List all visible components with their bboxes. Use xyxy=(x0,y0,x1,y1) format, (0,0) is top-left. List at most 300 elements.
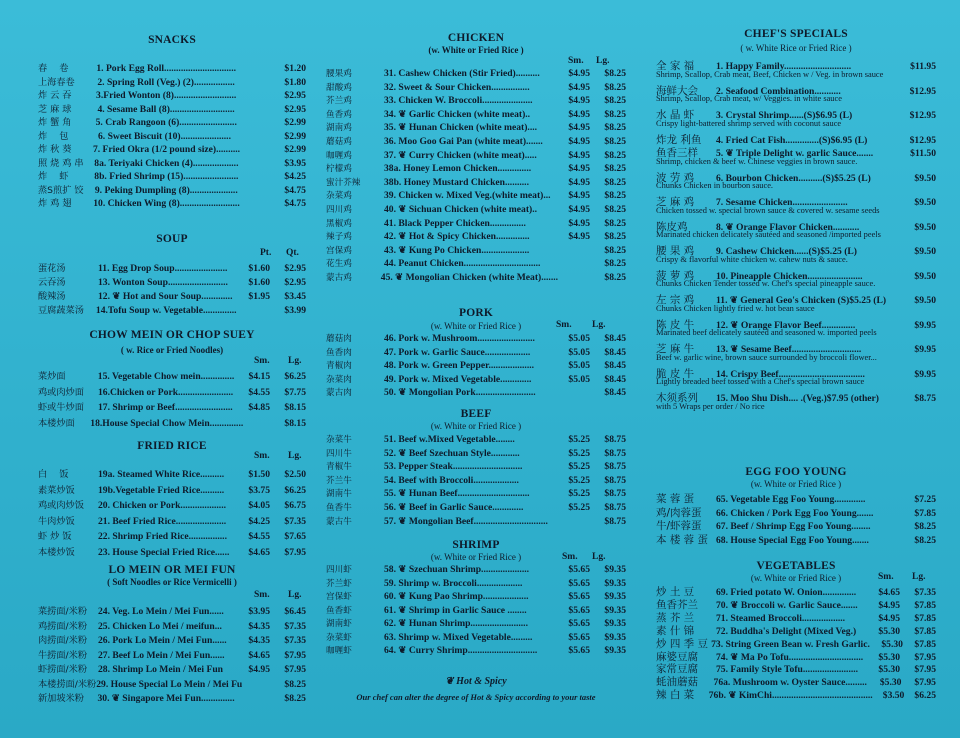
item-chinese-name: 菜炒面 xyxy=(38,371,66,382)
menu-item-row xyxy=(326,501,626,515)
menu-item-row xyxy=(38,632,306,646)
menu-item-row xyxy=(38,114,306,128)
section-title-chow-mein: CHOW MEIN OR CHOP SUEY xyxy=(89,329,255,341)
item-description: Chunks Chicken lightly fried w. hot bean sauce xyxy=(656,303,815,313)
item-chinese-name: 本楼捞面/米粉 xyxy=(38,678,97,690)
item-name: 36. Moo Goo Gai Pan (white meat)....... xyxy=(384,136,543,147)
item-price: $12.95 xyxy=(909,85,936,97)
lg-header: Lg. xyxy=(288,590,302,600)
item-name: 10. Pineapple Chicken....................... xyxy=(716,270,863,282)
section-title-shrimp: SHRIMP xyxy=(452,539,500,551)
item-name: 2. Seafood Combination........... xyxy=(716,85,841,97)
item-name: 8a. Teriyaki Chicken (4)................... xyxy=(94,157,239,169)
item-chinese-name: 鱼香虾 xyxy=(326,605,352,616)
item-price: $7.85 xyxy=(914,599,936,611)
item-chinese-name: 杂菜牛 xyxy=(326,435,352,445)
item-name: 68. House Special Egg Foo Young....... xyxy=(716,534,869,546)
item-name: 39. Chicken w. Mixed Veg.(white meat)... xyxy=(384,190,551,202)
item-description: Beef w. garlic wine, brown sauce surrounded by broccoli flower... xyxy=(656,352,877,362)
item-price: $2.95 xyxy=(284,277,306,288)
item-price-small: $5.65 xyxy=(568,604,590,616)
menu-item-row xyxy=(326,373,626,387)
item-price: $9.35 xyxy=(604,577,626,589)
item-price-small: $5.05 xyxy=(568,346,590,358)
item-name: 29. House Special Lo Mein / Mei Fu xyxy=(96,678,243,690)
item-price-small: $4.65 xyxy=(248,546,270,558)
item-name: 30. ❦ Singapore Mei Fun.............. xyxy=(97,693,235,704)
menu-item-row xyxy=(38,288,306,302)
item-chinese-name: 宫保虾 xyxy=(326,592,352,602)
item-price: $9.50 xyxy=(914,295,936,306)
item-price-small: $5.65 xyxy=(568,631,590,643)
item-name: 4. Sesame Ball (8)........................... xyxy=(97,103,235,115)
menu-item-row xyxy=(38,60,306,74)
item-chinese-name: 腰 果 鸡 xyxy=(656,245,695,257)
sm-header: Sm. xyxy=(556,320,572,330)
menu-item-row xyxy=(38,155,306,169)
item-price: $8.25 xyxy=(914,534,936,546)
section-title-beef: BEEF xyxy=(460,408,492,420)
item-name: 21. Beef Fried Rice..................... xyxy=(98,515,227,527)
item-chinese-name: 照 烧 鸡 串 xyxy=(38,157,84,169)
item-description: Shrimp, chicken & beef w. Chinese veggies in brown sauce. xyxy=(656,156,858,166)
menu-item-row xyxy=(38,302,306,316)
item-chinese-name: 湖南牛 xyxy=(326,489,352,500)
item-price-small: $4.65 xyxy=(878,587,900,598)
item-name: 24. Veg. Lo Mein / Mei Fun...... xyxy=(98,606,224,617)
item-price: $8.25 xyxy=(284,678,306,690)
item-price: $8.25 xyxy=(604,68,626,79)
item-chinese-name: 肉捞面/米粉 xyxy=(38,635,88,646)
item-price-small: $4.95 xyxy=(568,190,590,202)
item-chinese-name: 炸 鸡 翅 xyxy=(38,198,72,209)
item-price: $7.35 xyxy=(284,635,306,646)
item-chinese-name: 杂菜鸡 xyxy=(326,191,352,202)
item-name: 44. Peanut Chicken................................ xyxy=(384,258,541,270)
item-description: Shrimp, Scallop, Crab meat, Beef, Chicken w / Veg. in brown sauce xyxy=(656,69,884,79)
shrimp-subtitle: (w. White or Fried Rice ) xyxy=(430,552,522,562)
item-name: 19a. Steamed White Rice.......... xyxy=(98,469,225,480)
item-price: $7.85 xyxy=(914,507,936,519)
item-price: $4.25 xyxy=(284,171,306,182)
egg-foo-young-subtitle: (w. White or Fried Rice ) xyxy=(750,479,842,489)
item-price: $3.95 xyxy=(284,157,306,169)
menu-item-row xyxy=(38,274,306,288)
chicken-subtitle: (w. White or Fried Rice ) xyxy=(428,45,524,55)
item-chinese-name: 素 什 锦 xyxy=(656,624,695,637)
item-price-small: $5.65 xyxy=(568,645,590,656)
menu-item-row xyxy=(326,487,626,501)
item-name: 6. Sweet Biscuit (10)..................... xyxy=(98,130,231,142)
item-price: $7.65 xyxy=(284,531,306,542)
item-name: 62. ❦ Hunan Shrimp........................ xyxy=(384,618,528,629)
menu-item-row xyxy=(326,81,626,95)
item-name: 42. ❦ Hot & Spicy Chicken.............. xyxy=(384,231,530,243)
menu-column-right xyxy=(656,0,936,738)
item-name: 28. Shrimp Lo Mein / Mei Fun xyxy=(98,664,223,675)
menu-item-row xyxy=(38,128,306,142)
item-price: $7.85 xyxy=(914,625,936,637)
item-chinese-name: 湖南鸡 xyxy=(326,123,352,134)
item-chinese-name: 辣子鸡 xyxy=(326,232,352,243)
item-chinese-name: 四川牛 xyxy=(326,448,352,459)
menu-item-row xyxy=(38,544,306,558)
menu-item-row xyxy=(326,135,626,149)
item-price: $11.95 xyxy=(910,61,936,72)
menu-item-row xyxy=(38,676,306,690)
item-name: 12. ❦ Orange Flavor Beef.............. xyxy=(716,319,856,331)
menu-item-row xyxy=(326,617,626,631)
item-price: $1.20 xyxy=(284,63,306,74)
menu-item-row xyxy=(38,74,306,88)
item-name: 20. Chicken or Pork................... xyxy=(98,500,227,511)
item-chinese-name: 蒙古肉 xyxy=(326,388,352,399)
item-price: $9.35 xyxy=(604,631,626,643)
item-price: $9.95 xyxy=(914,319,936,331)
item-price: $8.45 xyxy=(604,346,626,358)
item-price: $8.75 xyxy=(604,515,626,527)
item-price-small: $4.95 xyxy=(568,68,590,79)
item-name: 60. ❦ Kung Pao Shrimp................... xyxy=(384,591,529,602)
item-chinese-name: 甜酸鸡 xyxy=(326,82,352,93)
item-name: 6. Bourbon Chicken..........(S)$5.25 (L) xyxy=(716,172,871,184)
item-price: $9.35 xyxy=(604,618,626,629)
item-price: $7.85 xyxy=(914,612,936,624)
item-price: $8.75 xyxy=(914,393,936,404)
item-price: $8.75 xyxy=(604,502,626,513)
item-chinese-name: 四川鸡 xyxy=(326,205,352,215)
item-name: 55. ❦ Hunan Beef.............................. xyxy=(384,488,530,500)
item-price-small: $5.30 xyxy=(878,625,900,637)
sm-header: Sm. xyxy=(254,356,270,366)
menu-item-row xyxy=(656,687,936,701)
item-chinese-name: 本 楼 蓉 蛋 xyxy=(656,533,709,546)
item-name: 27. Beef Lo Mein / Mei Fun...... xyxy=(98,649,225,661)
section-title-vegetables: VEGETABLES xyxy=(756,560,836,572)
item-name: 15. Moo Shu Dish.... .(Veg.)$7.95 (other) xyxy=(716,393,880,404)
item-price: $8.25 xyxy=(604,244,626,256)
item-chinese-name: 脆 皮 牛 xyxy=(656,367,695,380)
menu-item-row xyxy=(326,577,626,591)
item-price: $8.25 xyxy=(604,190,626,202)
menu-item-row xyxy=(38,528,306,542)
item-name: 8b. Fried Shrimp (15)....................... xyxy=(94,171,239,182)
item-chinese-name: 四川虾 xyxy=(326,565,352,575)
item-chinese-name: 菜捞面/米粉 xyxy=(38,606,88,617)
menu-item-row xyxy=(326,162,626,176)
hot-spicy-note: Our chef can alter the degree of Hot & Spicy according to your taste xyxy=(356,692,596,702)
item-chinese-name: 鸡/肉蓉蛋 xyxy=(656,506,702,519)
item-name: 7. Sesame Chicken....................... xyxy=(716,197,848,208)
pork-subtitle: (w. White or Fried Rice ) xyxy=(430,321,522,331)
sm-header: Sm. xyxy=(254,451,270,461)
menu-item-row xyxy=(326,447,626,461)
item-name: 43. ❦ Kung Po Chicken.................... xyxy=(384,244,530,256)
item-name: 51. Beef w.Mixed Vegetable........ xyxy=(384,434,515,445)
item-price: $8.25 xyxy=(604,95,626,107)
item-price: $7.95 xyxy=(914,677,936,689)
item-price: $8.75 xyxy=(604,447,626,459)
item-chinese-name: 家常豆腐 xyxy=(656,663,698,676)
menu-item-row xyxy=(38,168,306,182)
item-price-small: $4.15 xyxy=(248,371,271,382)
item-chinese-name: 芥兰虾 xyxy=(326,578,352,589)
menu-item-row xyxy=(656,597,936,611)
item-price-small: $5.25 xyxy=(568,447,590,459)
menu-item-row xyxy=(656,649,936,663)
item-price: $3.99 xyxy=(284,305,307,316)
chefs-specials-subtitle: ( w. White Rice or Fried Rice ) xyxy=(740,43,852,53)
item-price: $8.25 xyxy=(604,136,626,147)
item-chinese-name: 蒙古牛 xyxy=(326,516,352,527)
item-chinese-name: 蚝油蘑菇 xyxy=(656,676,698,689)
menu-item-row xyxy=(656,636,936,650)
menu-item-row xyxy=(656,532,936,546)
menu-item-row xyxy=(326,121,626,135)
item-chinese-name: 菠 萝 鸡 xyxy=(656,269,695,282)
item-price-small: $1.95 xyxy=(248,291,270,302)
item-chinese-name: 炸 云 吞 xyxy=(38,90,72,101)
item-name: 46. Pork w. Mushroom........................ xyxy=(384,333,535,344)
item-name: 73. String Green Bean w. Fresh Garlic. xyxy=(711,638,870,650)
item-chinese-name: 蘑菇肉 xyxy=(326,334,352,344)
item-price-small: $4.95 xyxy=(568,149,590,161)
menu-item-row xyxy=(326,217,626,231)
menu-item-row xyxy=(326,563,626,577)
menu-item-row xyxy=(38,690,306,704)
item-price: $7.95 xyxy=(914,651,936,663)
item-chinese-name: 云吞汤 xyxy=(38,277,66,288)
item-price: $4.75 xyxy=(284,198,307,209)
item-name: 3.Fried Wonton (8).......................... xyxy=(96,90,237,101)
item-name: 48. Pork w. Green Pepper................... xyxy=(384,360,535,372)
lo-mein-subtitle: ( Soft Noodles or Rice Vermicelli ) xyxy=(107,577,237,587)
item-price: $8.75 xyxy=(604,474,626,486)
menu-item-row xyxy=(38,661,306,675)
item-price: $9.95 xyxy=(914,344,936,355)
section-title-lo-mein: LO MEIN OR MEI FUN xyxy=(108,564,236,576)
menu-item-row xyxy=(38,482,306,496)
item-chinese-name: 本楼炒饭 xyxy=(38,546,75,558)
item-price: $7.95 xyxy=(914,664,936,676)
item-price-small: $4.25 xyxy=(248,515,270,527)
item-price-small: $5.05 xyxy=(568,333,590,344)
item-price: $1.80 xyxy=(284,76,306,88)
item-name: 22. Shrimp Fried Rice................ xyxy=(98,531,227,542)
menu-item-row xyxy=(656,491,936,505)
item-price: $9.50 xyxy=(914,197,936,208)
lg-header: Lg. xyxy=(592,320,606,330)
item-price-small: $4.95 xyxy=(248,664,270,675)
item-chinese-name: 鱼香鸡 xyxy=(326,109,352,120)
item-chinese-name: 上海春卷 xyxy=(38,76,75,88)
item-name: 53. Pepper Steak............................. xyxy=(384,461,523,473)
item-chinese-name: 炸 包 xyxy=(38,130,69,142)
item-chinese-name: 青椒牛 xyxy=(326,462,352,473)
item-name: 67. Beef / Shrimp Egg Foo Young........ xyxy=(716,521,871,532)
item-price: $9.35 xyxy=(604,591,626,602)
item-name: 32. Sweet & Sour Chicken................ xyxy=(384,81,530,93)
item-chinese-name: 陈 皮 牛 xyxy=(656,318,695,331)
menu-item-row xyxy=(326,108,626,122)
item-price: $8.25 xyxy=(604,108,626,120)
hot-spicy-legend: ❦ Hot & Spicy xyxy=(445,676,507,687)
item-name: 35. ❦ Hunan Chicken (white meat).... xyxy=(384,122,538,134)
item-price-small: $5.65 xyxy=(568,564,590,575)
item-name: 25. Chicken Lo Mei / meifun... xyxy=(98,620,222,632)
item-price: $8.25 xyxy=(914,521,936,532)
item-name: 16.Chicken or Pork....................... xyxy=(98,386,234,398)
item-name: 66. Chicken / Pork Egg Foo Young....... xyxy=(716,507,874,519)
item-price-small: $4.95 xyxy=(568,136,590,147)
item-price-small: $5.05 xyxy=(568,360,590,372)
item-description: Chicken tossed w. special brown sauce & covered w. sesame seeds xyxy=(656,205,880,215)
item-description: with 5 Wraps per order / No rice xyxy=(656,401,765,411)
item-price: $4.75 xyxy=(284,184,306,196)
item-name: 52. ❦ Beef Szechuan Style............ xyxy=(384,447,520,459)
item-price-small: $5.65 xyxy=(568,618,590,629)
item-chinese-name: 湖南虾 xyxy=(326,619,352,629)
item-name: 18.House Special Chow Mein.............. xyxy=(90,417,244,429)
beef-subtitle: (w. White or Fried Rice ) xyxy=(430,421,522,431)
item-price: $7.35 xyxy=(284,620,306,632)
item-chinese-name: 牛捞面/米粉 xyxy=(38,649,88,661)
item-chinese-name: 辣 白 菜 xyxy=(656,689,695,702)
qt-header: Qt. xyxy=(286,248,299,258)
menu-item-row xyxy=(38,384,306,398)
item-name: 31. Cashew Chicken (Stir Fried).......... xyxy=(384,68,540,79)
item-price-small: $4.95 xyxy=(568,163,590,175)
item-price-small: $4.35 xyxy=(248,620,270,632)
item-name: 13. Wonton Soup......................... xyxy=(98,277,228,288)
item-name: 74. ❦ Ma Po Tofu............................... xyxy=(716,651,864,663)
menu-item-row xyxy=(326,631,626,645)
item-chinese-name: 陈皮鸡 xyxy=(656,220,688,233)
item-chinese-name: 全 家 福 xyxy=(656,60,695,72)
item-name: 2. Spring Roll (Veg.) (2)................. xyxy=(97,76,235,88)
item-name: 76a. Mushroom w. Oyster Sauce......... xyxy=(713,677,867,689)
item-chinese-name: 左 宗 鸡 xyxy=(656,294,695,306)
item-price: $8.25 xyxy=(604,176,626,188)
menu-item-row xyxy=(656,661,936,675)
item-description: Marinated beef delicately sautéed and seasoned w. imported peels xyxy=(656,328,877,337)
item-name: 14. Crispy Beef.................................... xyxy=(716,368,865,380)
item-price: $9.50 xyxy=(914,172,936,184)
item-price: $2.99 xyxy=(284,117,306,128)
item-price: $2.99 xyxy=(284,130,306,142)
item-name: 47. Pork w. Garlic Sauce................... xyxy=(384,346,531,358)
item-price: $6.25 xyxy=(284,371,306,382)
item-price: $8.25 xyxy=(604,231,626,243)
item-name: 3. Crystal Shrimp......(S)$6.95 (L) xyxy=(716,110,853,121)
item-name: 11. ❦ General Geo's Chicken (S)$5.25 (L) xyxy=(716,295,887,306)
menu-item-row xyxy=(656,674,936,688)
item-price: $8.25 xyxy=(604,217,626,229)
menu-item-row xyxy=(326,474,626,488)
menu-item-row xyxy=(326,189,626,203)
lg-header: Lg. xyxy=(288,356,302,366)
item-chinese-name: 鱼香芥兰 xyxy=(656,598,698,611)
item-name: 17. Shrimp or Beef........................ xyxy=(98,402,233,413)
item-name: 63. Shrimp w. Mixed Vegetable......... xyxy=(384,631,533,643)
item-price: $7.85 xyxy=(914,638,937,650)
lg-header: Lg. xyxy=(288,451,302,461)
item-name: 26. Pork Lo Mein / Mei Fun...... xyxy=(98,635,227,646)
item-name: 4. Fried Cat Fish..............(S)$6.95 (L) xyxy=(716,134,868,146)
item-price: $7.25 xyxy=(914,494,936,505)
vegetables-subtitle: (w. White or Fried Rice ) xyxy=(750,573,842,583)
item-price-small: $4.95 xyxy=(568,231,590,243)
item-price: $8.25 xyxy=(604,149,626,161)
item-price: $8.45 xyxy=(604,333,626,344)
menu-column-left xyxy=(38,0,306,738)
item-chinese-name: 豆腐蔬菜汤 xyxy=(38,305,84,316)
item-description: Lightly breaded beef tossed with a Chef's special brown sauce xyxy=(656,377,865,386)
item-price-small: $4.95 xyxy=(568,122,590,134)
item-price-small: $5.30 xyxy=(881,638,903,650)
menu-item-row xyxy=(326,94,626,108)
item-chinese-name: 杂菜肉 xyxy=(326,374,352,385)
item-chinese-name: 牛/虾蓉蛋 xyxy=(656,520,702,532)
item-name: 38a. Honey Lemon Chicken.............. xyxy=(384,163,532,175)
item-price: $8.15 xyxy=(284,417,307,429)
item-name: 33. Chicken W. Broccoli..................... xyxy=(384,95,533,107)
item-chinese-name: 鱼香三样 xyxy=(656,147,698,159)
menu-item-row xyxy=(656,505,936,519)
item-chinese-name: 杂菜虾 xyxy=(326,632,352,643)
item-name: 41. Black Pepper Chicken............... xyxy=(384,217,526,229)
item-name: 58. ❦ Szechuan Shrimp.................... xyxy=(384,564,530,575)
item-chinese-name: 炒 土 豆 xyxy=(656,586,695,598)
item-chinese-name: 炸 虾 xyxy=(38,171,69,182)
sm-header: Sm. xyxy=(878,572,894,582)
menu-item-row xyxy=(38,260,306,274)
item-name: 56. ❦ Beef in Garlic Sauce............. xyxy=(384,502,524,513)
menu-item-row xyxy=(326,460,626,474)
item-price-small: $4.95 xyxy=(568,204,590,215)
item-name: 50. ❦ Mongolian Pork......................... xyxy=(384,387,536,399)
item-chinese-name: 菜 蓉 蛋 xyxy=(656,493,695,505)
item-name: 9. Peking Dumpling (8).................... xyxy=(94,184,238,196)
item-price: $9.35 xyxy=(604,645,626,656)
item-price: $9.50 xyxy=(914,246,936,257)
menu-item-row xyxy=(38,618,306,632)
item-chinese-name: 宫保鸡 xyxy=(326,245,352,256)
item-price: $8.45 xyxy=(604,387,626,399)
menu-item-row xyxy=(326,67,626,81)
item-name: 1. Happy Family............................ xyxy=(716,61,852,72)
menu-item-row xyxy=(326,332,626,346)
item-price: $8.25 xyxy=(604,163,626,175)
item-name: 5. ❦ Triple Delight w. garlic Sauce....... xyxy=(716,148,874,159)
item-price: $8.45 xyxy=(604,373,626,385)
lg-header: Lg. xyxy=(592,552,606,562)
menu-item-row xyxy=(656,518,936,532)
item-chinese-name: 咖喱虾 xyxy=(326,646,352,656)
item-price-small: $5.25 xyxy=(568,488,590,500)
item-price-small: $1.60 xyxy=(248,277,270,288)
item-price: $2.99 xyxy=(284,144,306,155)
sm-header: Sm. xyxy=(568,56,584,66)
item-chinese-name: 炸 秋 葵 xyxy=(38,144,72,155)
item-chinese-name: 蒸S煎扩 饺 xyxy=(38,184,84,196)
item-name: 57. ❦ Mongolian Beef............................... xyxy=(384,515,548,527)
item-price-small: $5.65 xyxy=(568,591,590,602)
item-name: 40. ❦ Sichuan Chicken (white meat).. xyxy=(384,204,538,215)
item-price-small: $1.50 xyxy=(248,469,270,480)
menu-item-row xyxy=(38,603,306,617)
section-title-pork: PORK xyxy=(458,307,494,319)
